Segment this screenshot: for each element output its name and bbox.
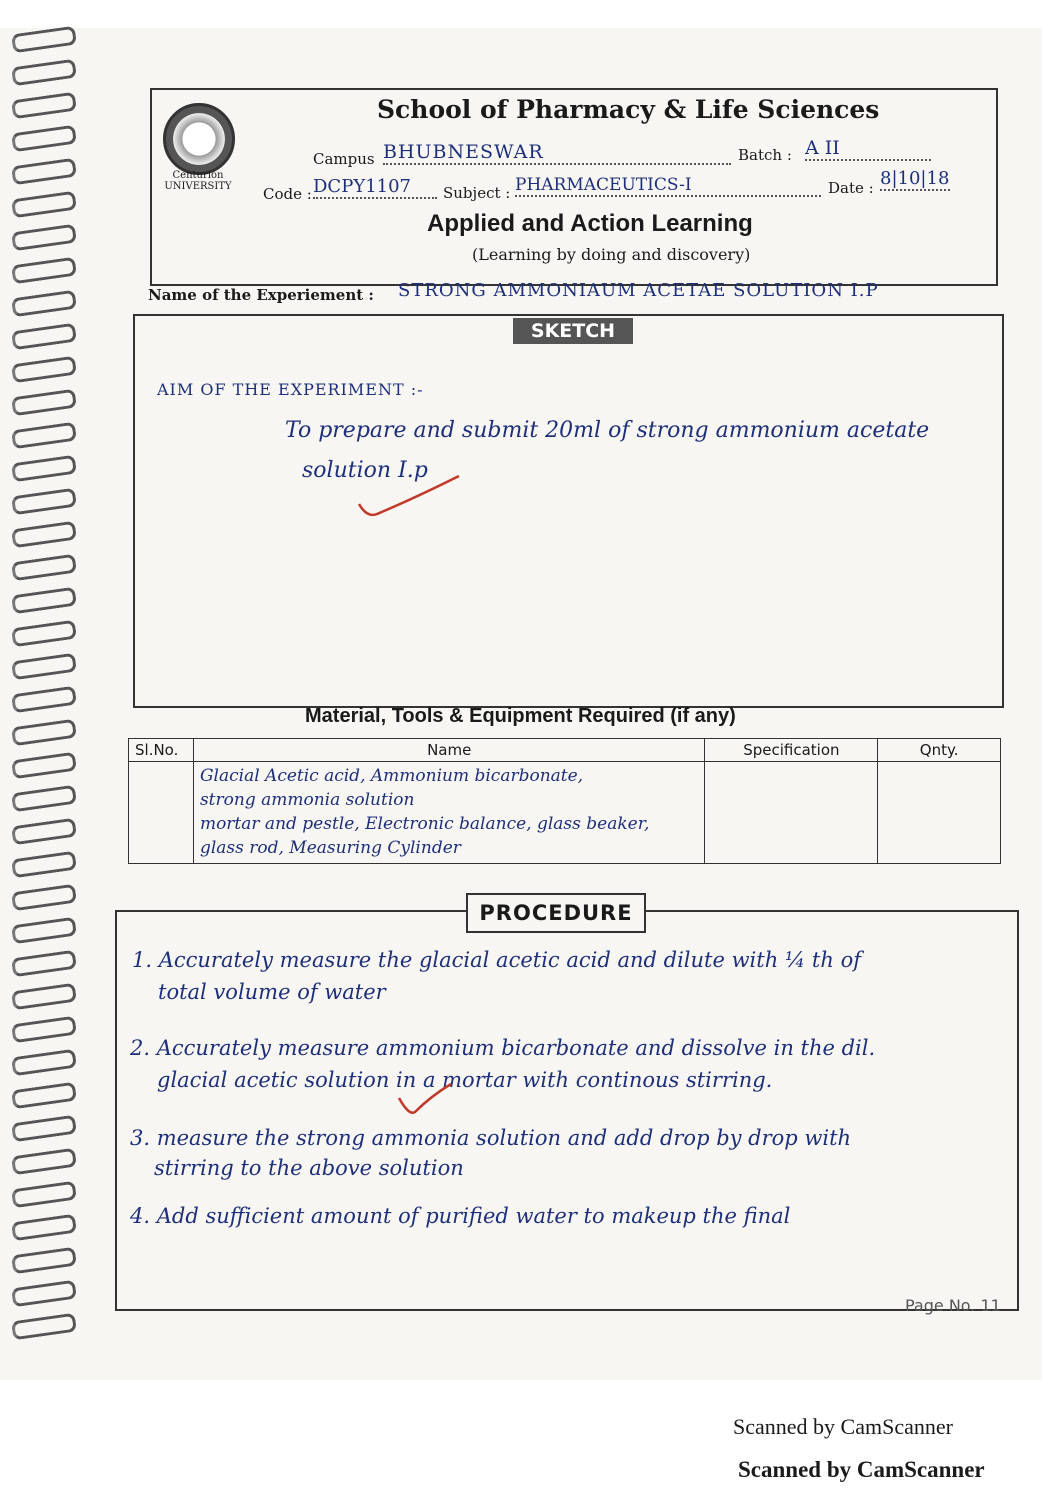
- spiral-coil: [11, 1082, 77, 1110]
- page-number: Page No. 11: [905, 1296, 1001, 1315]
- spiral-coil: [11, 818, 77, 846]
- material-line: glass rod, Measuring Cylinder: [199, 838, 461, 858]
- col-specification: Specification: [705, 739, 878, 762]
- spiral-coil: [11, 653, 77, 681]
- aim-line-2: solution I.p: [302, 458, 428, 483]
- step-1-line-1: 1. Accurately measure the glacial acetic acid and dilute with ¼ th of: [132, 948, 861, 972]
- spiral-coil: [11, 719, 77, 747]
- program-tagline: (Learning by doing and discovery): [472, 245, 751, 264]
- spiral-coil: [11, 356, 77, 384]
- code-value: DCPY1107: [313, 176, 437, 199]
- spiral-coil: [11, 323, 77, 351]
- check-mark-icon: [355, 470, 465, 525]
- subject-label: Subject :: [443, 184, 511, 202]
- batch-label: Batch :: [738, 146, 792, 164]
- spiral-coil: [11, 488, 77, 516]
- spiral-coil: [11, 1280, 77, 1308]
- spiral-coil: [11, 125, 77, 153]
- spiral-coil: [11, 191, 77, 219]
- step-4-line-1: 4. Add sufficient amount of purified water to makeup the final: [130, 1204, 791, 1228]
- table-row: [129, 762, 1001, 864]
- campus-label: Campus: [313, 150, 375, 168]
- spiral-coil: [11, 1115, 77, 1143]
- material-line: mortar and pestle, Electronic balance, glass beaker,: [199, 814, 650, 834]
- spiral-coil: [11, 1313, 77, 1341]
- aim-line-1: To prepare and submit 20ml of strong ammonium acetate: [285, 418, 930, 443]
- experiment-label: Name of the Experiement :: [148, 286, 374, 304]
- spiral-coil: [11, 752, 77, 780]
- spiral-coil: [11, 851, 77, 879]
- spiral-coil: [11, 587, 77, 615]
- spiral-coil: [11, 950, 77, 978]
- materials-title: Material, Tools & Equipment Required (if any): [305, 705, 736, 727]
- spiral-coil: [11, 1148, 77, 1176]
- step-3-line-1: 3. measure the strong ammonia solution and add drop by drop with: [130, 1126, 852, 1150]
- university-logo-text: Centurion UNIVERSITY: [164, 170, 232, 192]
- table-header-row: [129, 739, 1001, 762]
- experiment-value: STRONG AMMONIAUM ACETAE SOLUTION I.P: [398, 280, 879, 301]
- spiral-coil: [11, 1049, 77, 1077]
- spiral-coil: [11, 554, 77, 582]
- cell-specification: [705, 762, 878, 864]
- scanner-watermark-2: Scanned by CamScanner: [738, 1457, 985, 1482]
- batch-value: A II: [805, 137, 931, 161]
- spiral-coil: [11, 983, 77, 1011]
- spiral-coil: [11, 257, 77, 285]
- spiral-coil: [11, 389, 77, 417]
- spiral-coil: [11, 521, 77, 549]
- spiral-coil: [11, 422, 77, 450]
- spiral-coil: [11, 884, 77, 912]
- spiral-coil: [11, 1214, 77, 1242]
- date-label: Date :: [828, 179, 874, 197]
- spiral-binding: [12, 30, 82, 1370]
- spiral-coil: [11, 1181, 77, 1209]
- spiral-coil: [11, 92, 77, 120]
- step-2-line-1: 2. Accurately measure ammonium bicarbonate and dissolve in the dil.: [130, 1036, 876, 1060]
- material-line: Glacial Acetic acid, Ammonium bicarbonate,: [199, 766, 584, 786]
- code-label: Code :: [263, 185, 312, 203]
- spiral-coil: [11, 59, 77, 87]
- step-1-line-2: total volume of water: [158, 980, 386, 1004]
- spiral-coil: [11, 26, 77, 54]
- spiral-coil: [11, 1247, 77, 1275]
- col-name: Name: [193, 739, 705, 762]
- scanner-watermark-1: Scanned by CamScanner: [733, 1414, 953, 1439]
- step-3-line-2: stirring to the above solution: [154, 1156, 464, 1180]
- spiral-coil: [11, 158, 77, 186]
- spiral-coil: [11, 917, 77, 945]
- spiral-coil: [11, 224, 77, 252]
- step-2-line-2: glacial acetic solution in a mortar with continous stirring.: [157, 1068, 773, 1092]
- sketch-tag: SKETCH: [513, 318, 633, 344]
- program-title: Applied and Action Learning: [427, 210, 753, 237]
- spiral-coil: [11, 290, 77, 318]
- subject-value: PHARMACEUTICS-I: [515, 175, 821, 197]
- sketch-box: [133, 314, 1004, 708]
- col-slno: Sl.No.: [129, 739, 194, 762]
- school-title: School of Pharmacy & Life Sciences: [377, 95, 880, 124]
- materials-table: [128, 738, 1001, 864]
- aim-heading: AIM OF THE EXPERIMENT :-: [157, 380, 424, 399]
- cell-qnty: [878, 762, 1001, 864]
- spiral-coil: [11, 686, 77, 714]
- check-mark-icon: [395, 1082, 455, 1122]
- cell-slno: [129, 762, 194, 864]
- campus-value: BHUBNESWAR: [383, 141, 731, 165]
- material-line: strong ammonia solution: [199, 790, 415, 810]
- date-value: 8|10|18: [880, 168, 950, 189]
- spiral-coil: [11, 785, 77, 813]
- procedure-title: PROCEDURE: [466, 893, 646, 933]
- spiral-coil: [11, 1016, 77, 1044]
- col-qnty: Qnty.: [878, 739, 1001, 762]
- cell-name: [193, 762, 705, 864]
- spiral-coil: [11, 620, 77, 648]
- spiral-coil: [11, 455, 77, 483]
- university-logo-icon: [163, 103, 235, 175]
